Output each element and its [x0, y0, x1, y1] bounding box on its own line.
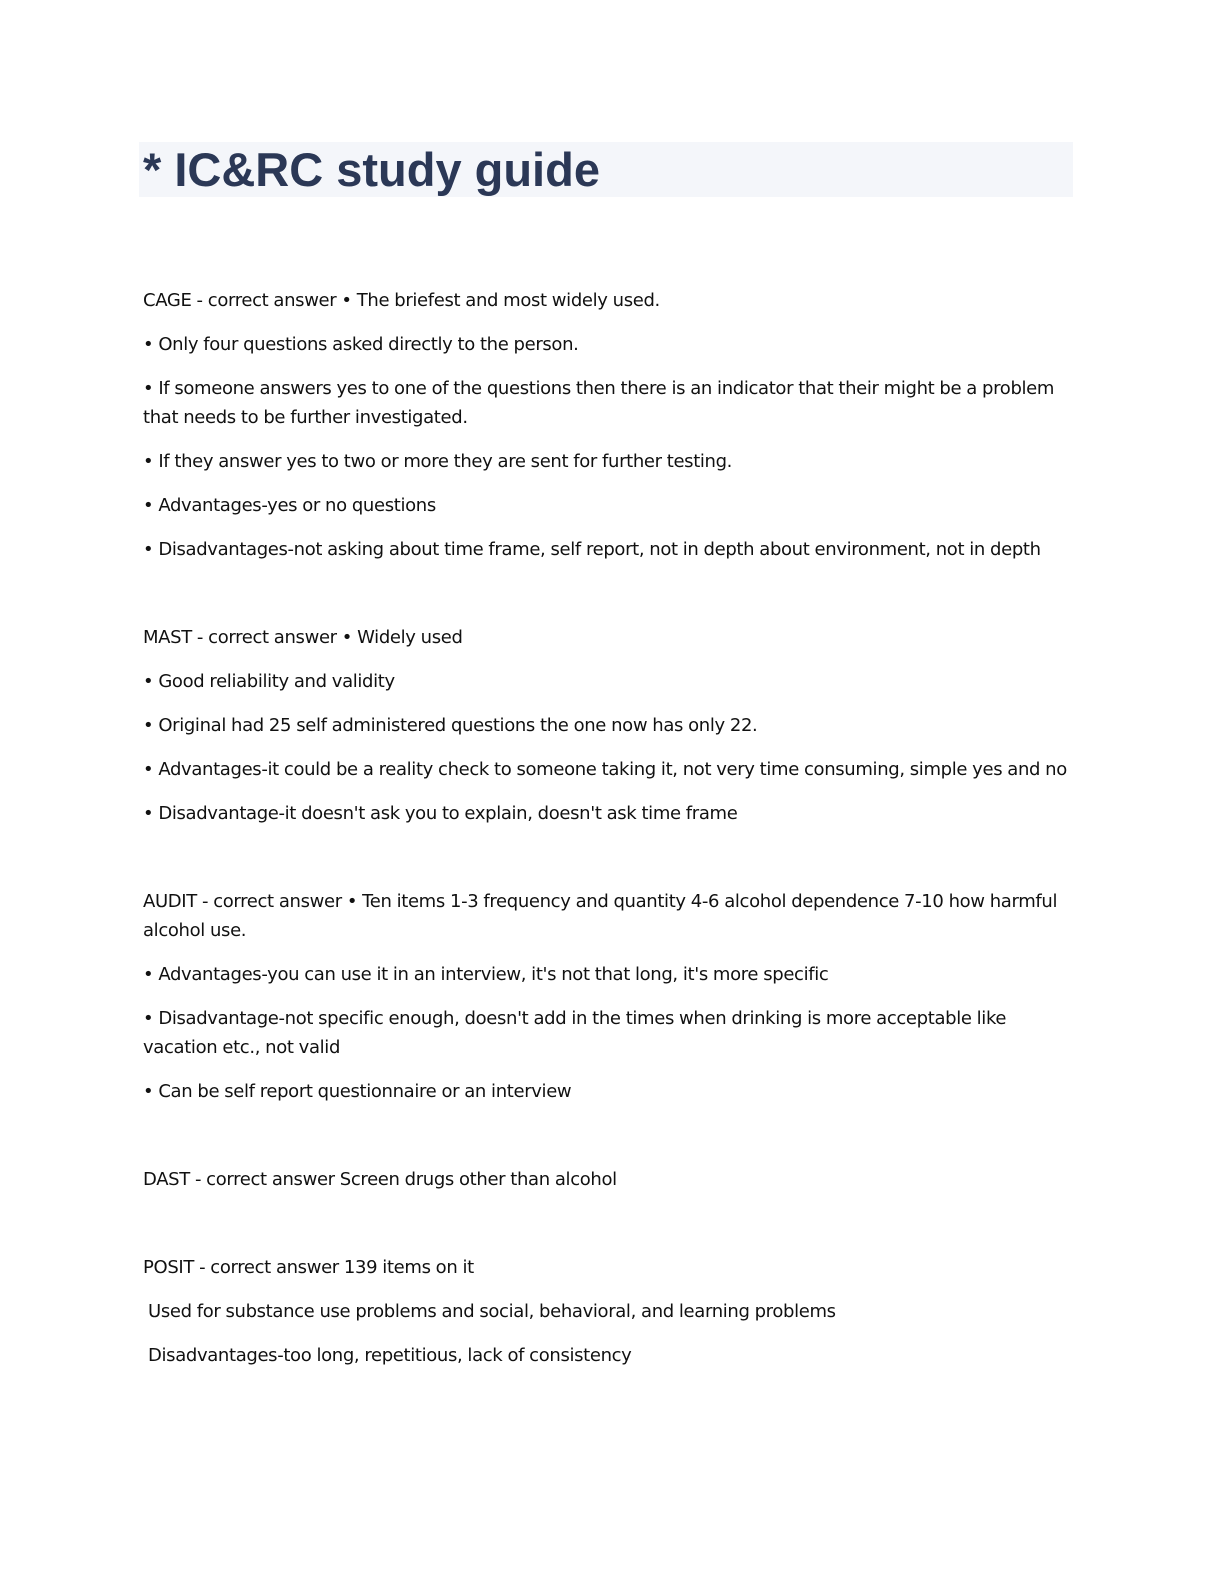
mast-heading-line: MAST - correct answer • Widely used — [143, 627, 463, 648]
posit-detail-line: Disadvantages-too long, repetitious, lack of consistency — [148, 1345, 632, 1366]
posit-detail-line: Used for substance use problems and social, behavioral, and learning problems — [148, 1301, 836, 1322]
document-body — [143, 286, 1068, 1429]
cage-bullet-line: • Disadvantages-not asking about time frame, self report, not in depth about environment, not in depth — [143, 539, 1041, 560]
mast-bullet-line: • Good reliability and validity — [143, 671, 395, 692]
cage-bullet-line: • If they answer yes to two or more they are sent for further testing. — [143, 451, 733, 472]
title-bar — [139, 142, 1073, 197]
mast-bullet-line: • Advantages-it could be a reality check to someone taking it, not very time consuming, simple yes and no — [143, 759, 1067, 780]
section-cage — [143, 286, 1068, 564]
section-mast — [143, 623, 1068, 828]
cage-heading-line: CAGE - correct answer • The briefest and most widely used. — [143, 290, 660, 311]
section-audit — [143, 887, 1068, 1106]
section-dast — [143, 1165, 1068, 1194]
page-title: * IC&RC study guide — [143, 143, 600, 196]
audit-bullet-line: • Disadvantage-not specific enough, doesn't add in the times when drinking is more acceptable like vacation etc., not valid — [143, 1008, 1007, 1058]
section-posit — [143, 1253, 1068, 1370]
cage-bullet-line: • Only four questions asked directly to the person. — [143, 334, 579, 355]
mast-bullet-line: • Original had 25 self administered questions the one now has only 22. — [143, 715, 758, 736]
dast-heading-line: DAST - correct answer Screen drugs other than alcohol — [143, 1169, 617, 1190]
audit-bullet-line: • Can be self report questionnaire or an interview — [143, 1081, 572, 1102]
mast-bullet-line: • Disadvantage-it doesn't ask you to explain, doesn't ask time frame — [143, 803, 738, 824]
audit-heading-line: AUDIT - correct answer • Ten items 1-3 frequency and quantity 4-6 alcohol dependence 7-10 how harmful alcohol use. — [143, 891, 1058, 941]
cage-bullet-line: • Advantages-yes or no questions — [143, 495, 436, 516]
cage-bullet-line: • If someone answers yes to one of the questions then there is an indicator that their might be a problem that needs to be further investigated. — [143, 378, 1055, 428]
audit-bullet-line: • Advantages-you can use it in an interview, it's not that long, it's more specific — [143, 964, 829, 985]
posit-heading-line: POSIT - correct answer 139 items on it — [143, 1257, 474, 1278]
